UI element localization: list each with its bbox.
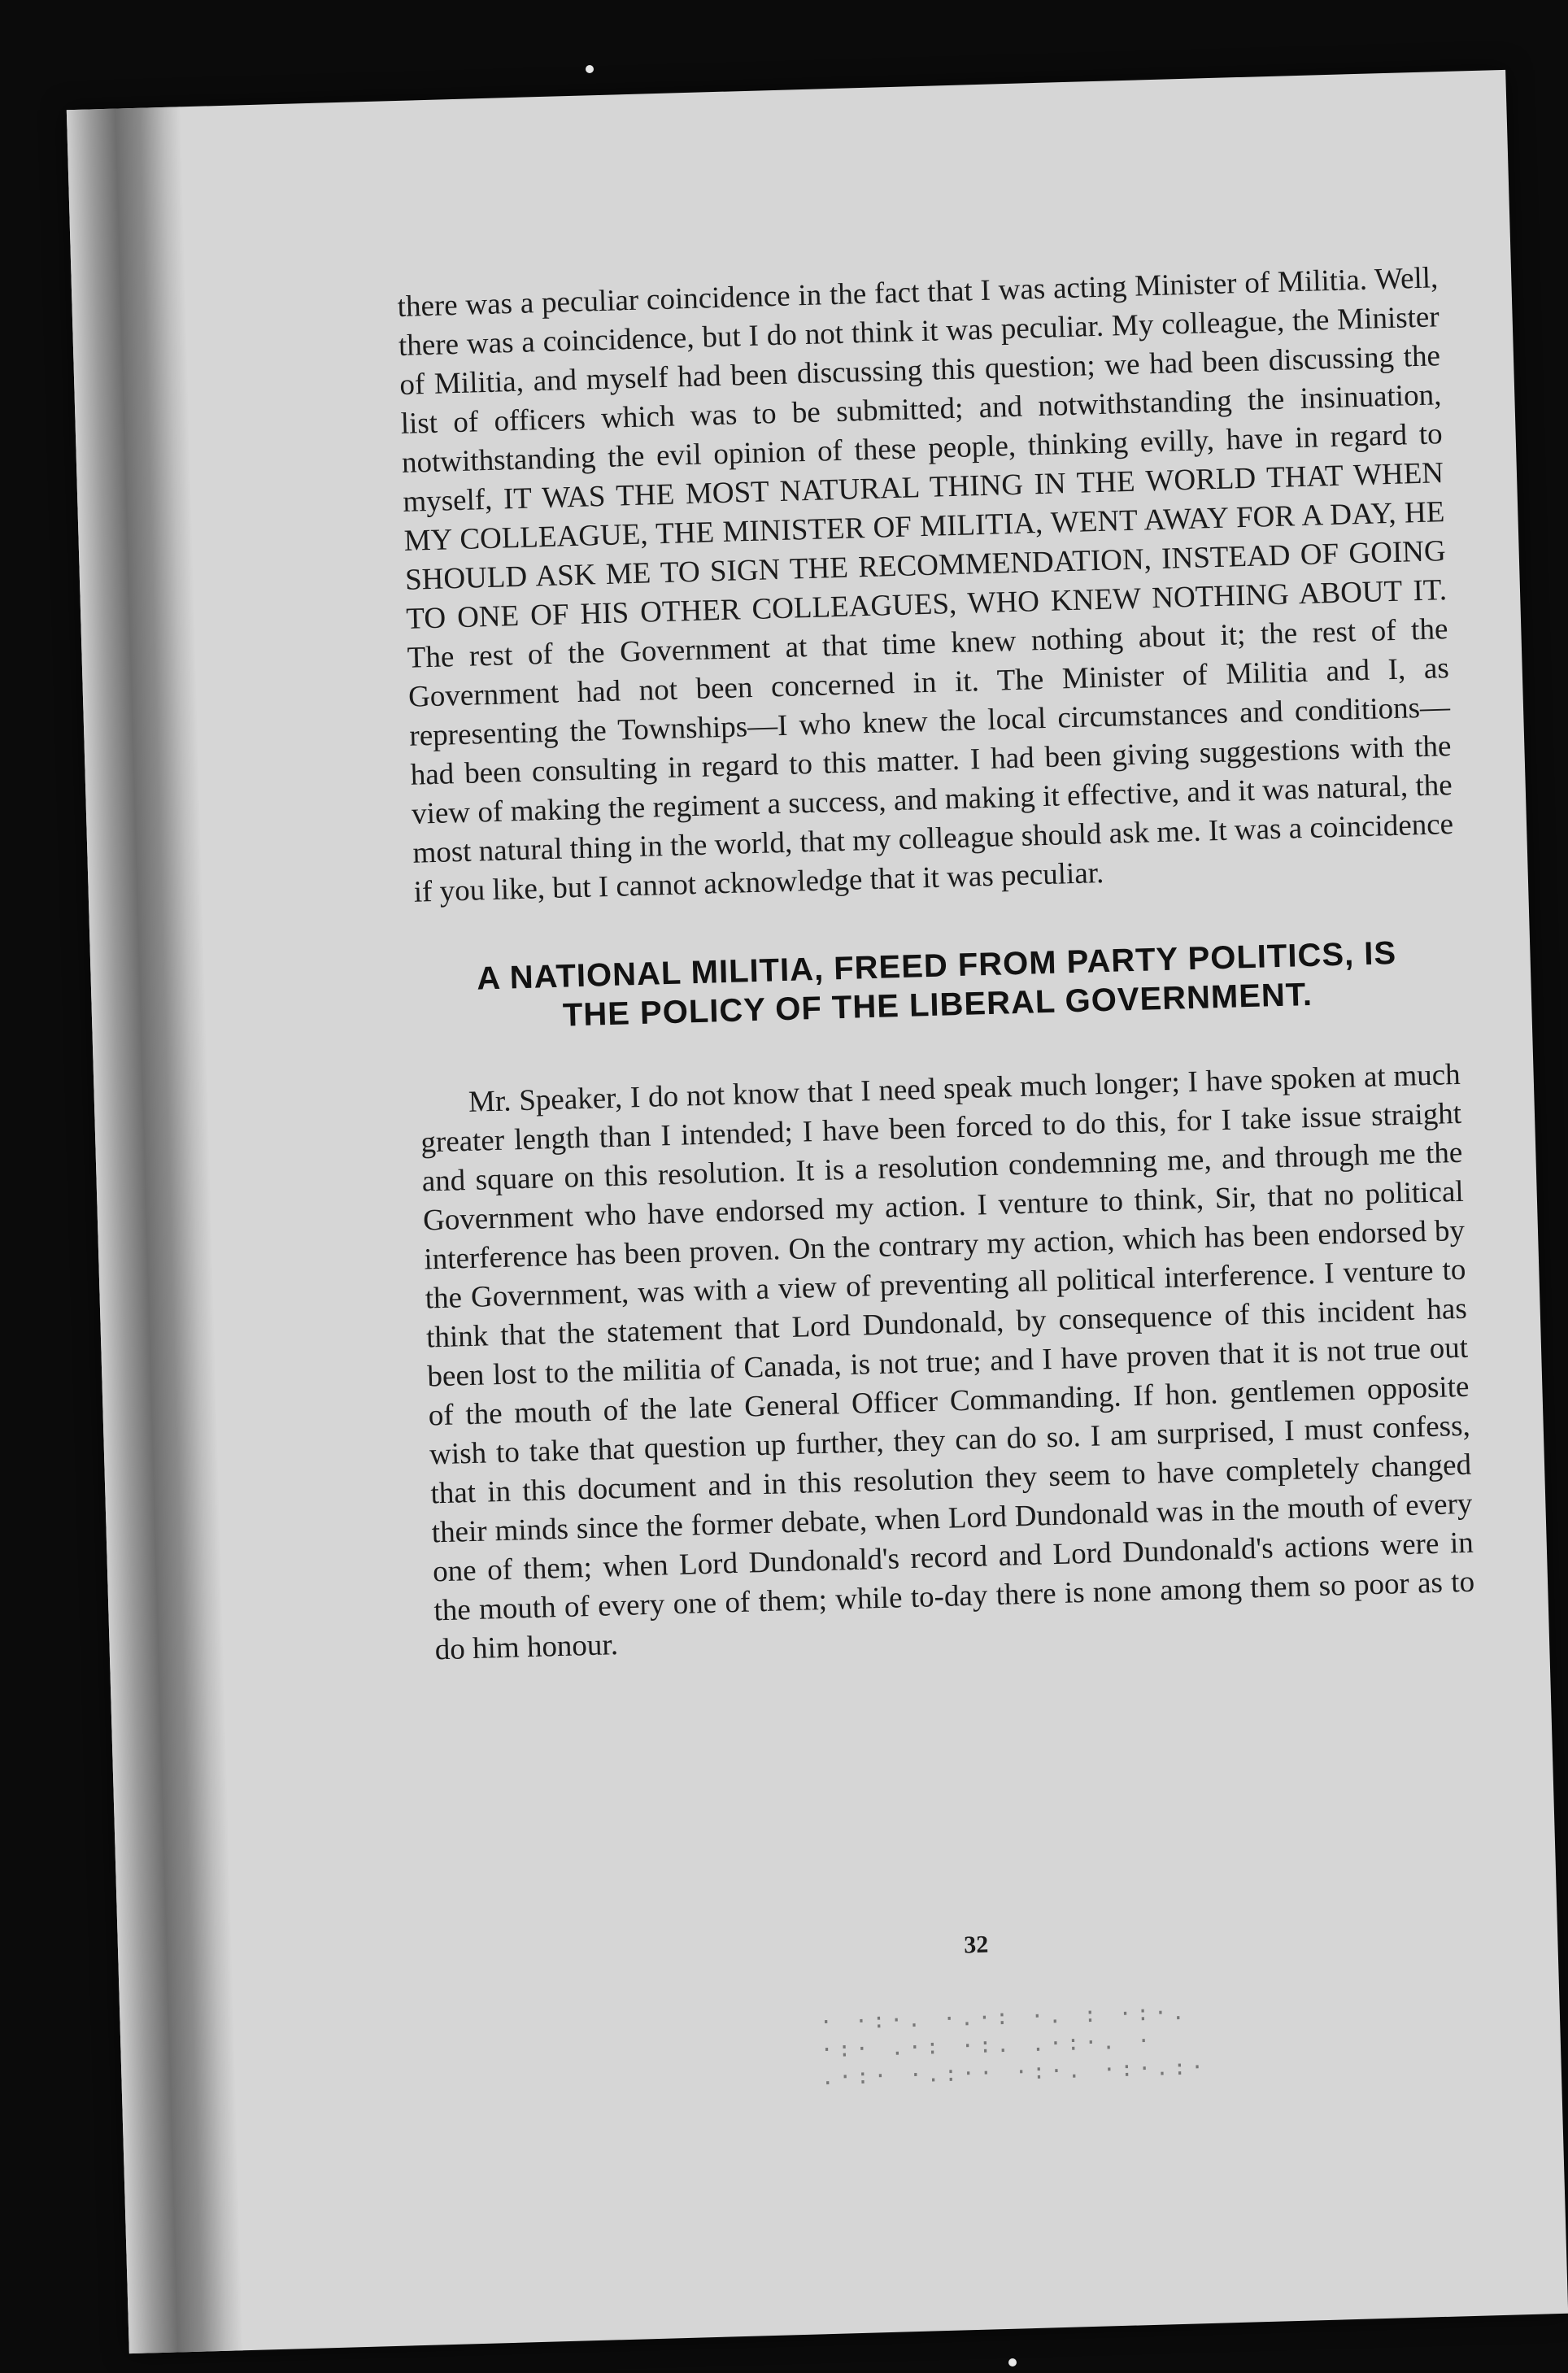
scan-artifact-dot — [586, 65, 594, 73]
top-paragraph: there was a peculiar coincidence in the fact that I was acting Minister of Militia. Well, there was a coincidence, but I do not think it was peculiar. My colleague, the Minister of Militia, and myself had been discussing this question; we had been discussing the list of officers which was to be submitted; and notwithstanding the insinuation, notwithstanding the evil opinion of these people, thinking evilly, have in regard to myself, IT WAS THE MOST NATURAL THING IN THE WORLD THAT WHEN MY COLLEAGUE, THE MINISTER OF MILITIA, WENT AWAY FOR A DAY, HE SHOULD ASK ME TO SIGN THE RECOMMENDATION, INSTEAD OF GOING TO ONE OF HIS OTHER COLLEAGUES, WHO KNEW NOTHING ABOUT IT. The rest of the Government at that time knew nothing about it; the rest of the Government had not been concerned in it. The Minister of Militia and I, as representing the Townships—I who knew the local circumstances and conditions—had been consulting in regard to this matter. I had been giving suggestions with the view of making the regiment a success, and making it effective, and it was natural, the most natural thing in the world, that my colleague should ask me. It was a coincidence if you like, but I cannot acknowledge that it was peculiar. — [397, 261, 1454, 909]
page-spine-shadow — [67, 107, 243, 2353]
scan-artifact-dot — [1008, 2358, 1017, 2366]
body-paragraph: Mr. Speaker, I do not know that I need speak much longer; I have spoken at much greater length than I intended; I have been forced to do this, for I take issue straight and square on this resolution. It is a resolution condemning me, and through me the Government who have endorsed my action. I venture to think, Sir, that no political interference has been proven. On the contrary my action, which has been endorsed by the Government, was with a view of preventing all political interference. I venture to think that the statement that Lord Dundonald, by consequence of this incident has been lost to the militia of Canada, is not true; and I have proven that it is not true out of the mouth of the late General Officer Commanding. If hon. gentlemen opposite wish to take that question up further, they can do so. I am surprised, I must confess, that in this document and in this resolution they seem to have completely changed their minds since the former debate, when Lord Dundonald was in the mouth of every one of them; when Lord Dundonald's record and Lord Dundonald's actions were in the mouth of every one of them; while to-day there is none among them so poor as to do him honour. — [420, 1057, 1475, 1667]
bleed-through-speckle: · ·:·. ·.·: ·. : ·:·. ·:· .·: ·:. .·:·. · .·:· ·.:·· ·:·. ·:·.:· — [819, 2000, 1209, 2091]
section-heading: A NATIONAL MILITIA, FREED FROM PARTY POLITICS, IS THE POLICY OF THE LIBERAL GOVERNMENT. — [476, 935, 1397, 1034]
page-text-block — [397, 259, 1476, 1670]
book-page — [67, 70, 1568, 2353]
page-number: 32 — [963, 1931, 989, 1959]
